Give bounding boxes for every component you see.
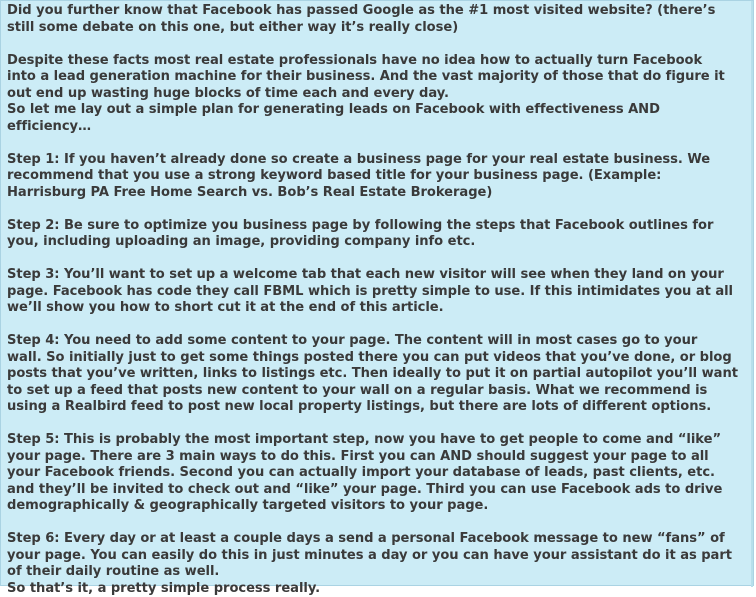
text-line: Step 4: You need to add some content to your page. The content will in most cases go to your bbox=[7, 333, 747, 350]
paragraph-step-6 bbox=[7, 531, 747, 581]
text-line: to set up a feed that posts new content to your wall on a regular basis. What we recommend is bbox=[7, 383, 747, 400]
right-edge-border bbox=[751, 1, 753, 587]
text-line: wall. So initially just to get some things posted there you can put videos that you’ve done, or blog bbox=[7, 350, 747, 367]
text-line: we’ll show you how to short cut it at the end of this article. bbox=[7, 300, 747, 317]
paragraph-plan bbox=[7, 102, 747, 135]
paragraph-conclusion bbox=[7, 581, 747, 597]
text-line: of their daily routine as well. bbox=[7, 564, 747, 581]
paragraph-step-1 bbox=[7, 152, 747, 202]
text-line: into a lead generation machine for their business. And the vast majority of those that do figure it bbox=[7, 69, 747, 86]
text-line: So that’s it, a pretty simple process really. bbox=[7, 581, 747, 597]
text-line: your page. There are 3 main ways to do this. First you can AND should suggest your page to all bbox=[7, 449, 747, 466]
text-line: still some debate on this one, but either way it’s really close) bbox=[7, 20, 747, 37]
text-line: your page. You can easily do this in just minutes a day or you can have your assistant do it as part bbox=[7, 548, 747, 565]
text-line: recommend that you use a strong keyword based title for your business page. (Example: bbox=[7, 168, 747, 185]
text-line: efficiency… bbox=[7, 119, 747, 136]
text-line: using a Realbird feed to post new local property listings, but there are lots of different options. bbox=[7, 399, 747, 416]
text-line: Step 5: This is probably the most important step, now you have to get people to come and “like” bbox=[7, 432, 747, 449]
text-line: out end up wasting huge blocks of time each and every day. bbox=[7, 86, 747, 103]
text-line: page. Facebook has code they call FBML which is pretty simple to use. If this intimidates you at all bbox=[7, 284, 747, 301]
paragraph-step-2 bbox=[7, 218, 747, 251]
text-line: Step 1: If you haven’t already done so create a business page for your real estate business. We bbox=[7, 152, 747, 169]
text-line: Step 3: You’ll want to set up a welcome tab that each new visitor will see when they land on your bbox=[7, 267, 747, 284]
paragraph-step-5 bbox=[7, 432, 747, 515]
text-line: and they’ll be invited to check out and “like” your page. Third you can use Facebook ads to drive bbox=[7, 482, 747, 499]
text-line: Step 2: Be sure to optimize you business page by following the steps that Facebook outlines for bbox=[7, 218, 747, 235]
text-line: you, including uploading an image, providing company info etc. bbox=[7, 234, 747, 251]
text-line: Despite these facts most real estate professionals have no idea how to actually turn Facebook bbox=[7, 53, 747, 70]
text-line: demographically & geographically targeted visitors to your page. bbox=[7, 498, 747, 515]
text-line: Step 6: Every day or at least a couple days a send a personal Facebook message to new “fans” of bbox=[7, 531, 747, 548]
text-line: So let me lay out a simple plan for generating leads on Facebook with effectiveness AND bbox=[7, 102, 747, 119]
text-line: Harrisburg PA Free Home Search vs. Bob’s Real Estate Brokerage) bbox=[7, 185, 747, 202]
text-line: posts that you’ve written, links to listings etc. Then ideally to put it on partial autopilot you’ll want bbox=[7, 366, 747, 383]
paragraph-intro bbox=[7, 53, 747, 103]
paragraph-step-3 bbox=[7, 267, 747, 317]
text-line: Did you further know that Facebook has passed Google as the #1 most visited website? (there’s bbox=[7, 3, 747, 20]
paragraph-step-4 bbox=[7, 333, 747, 416]
paragraph-google-comparison bbox=[7, 3, 747, 36]
text-line: your Facebook friends. Second you can actually import your database of leads, past clients, etc. bbox=[7, 465, 747, 482]
